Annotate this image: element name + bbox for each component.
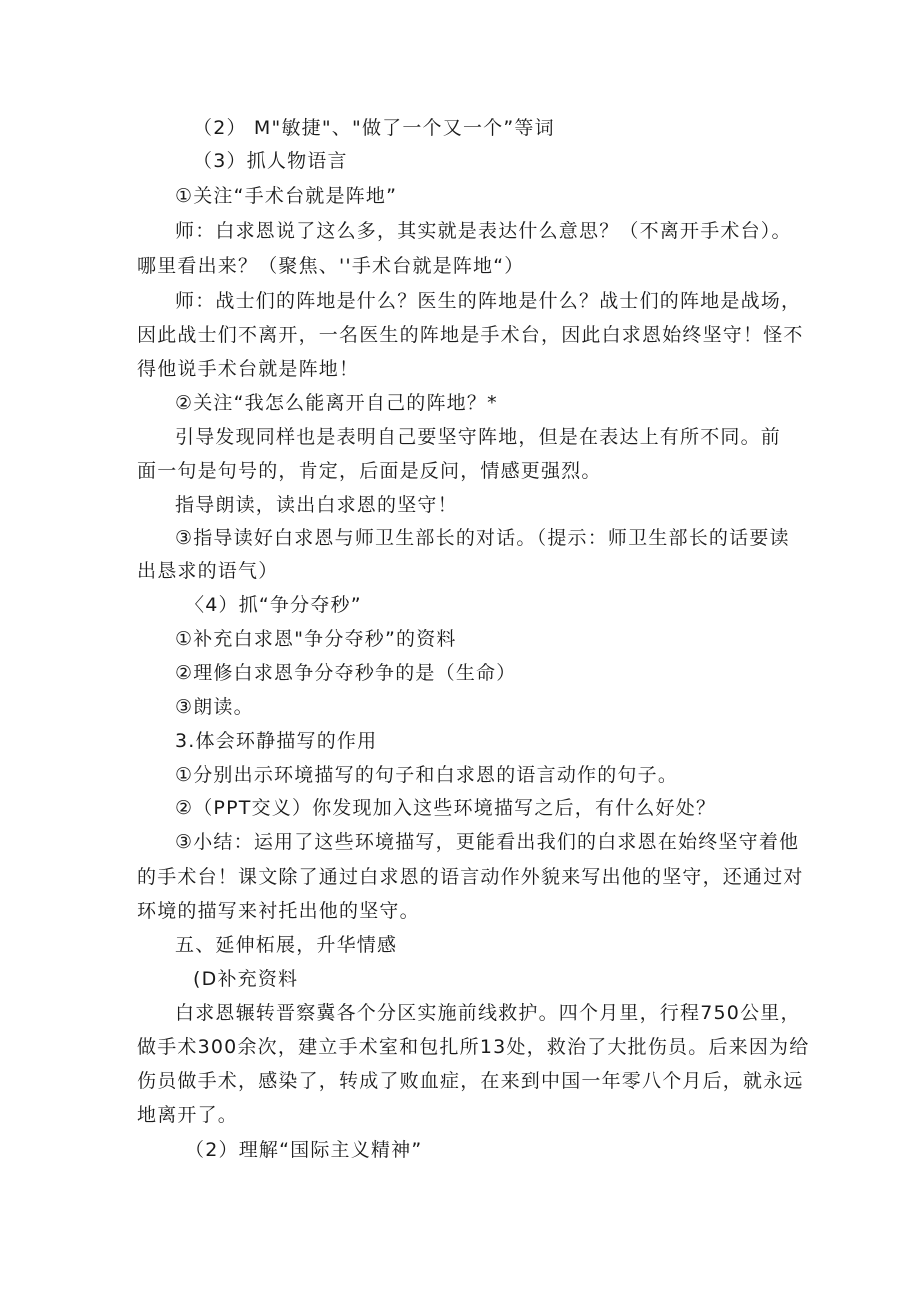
text-line: 面一句是句号的，肯定，后面是反问，情感更强烈。 (137, 460, 602, 482)
text-line: (D补充资料 (193, 968, 299, 990)
text-line: 哪里看出来？（聚焦、''手术台就是阵地“） (137, 255, 525, 277)
text-line: 五、延伸柘展，升华情感 (175, 934, 398, 956)
text-line: ③指导读好白求恩与师卫生部长的对话。（提示：师卫生部长的话要读 (175, 527, 790, 549)
text-line: ③朗读。 (175, 696, 254, 718)
text-line: ①补充白求恩"争分夺秒”的资料 (175, 628, 457, 650)
text-line: 白求恩辗转晋察冀各个分区实施前线救护。四个月里，行程750公里， (175, 1002, 801, 1024)
text-line: 因此战士们不离开，一名医生的阵地是手术台，因此白求恩始终坚守！怪不 (137, 324, 804, 346)
text-line: ②理修白求恩争分夺秒争的是（生命） (175, 662, 517, 684)
text-line: （2）理解“国际主义精神” (185, 1139, 423, 1161)
text-line: 伤员做手术，感染了，转成了败血症，在来到中国一年零八个月后，就永远 (137, 1070, 804, 1092)
text-line: ①关注“手术台就是阵地” (175, 185, 398, 207)
text-line: ③小结：运用了这些环境描写，更能看出我们的白求恩在始终坚守着他 (175, 831, 800, 853)
text-line: 的手术台！课文除了通过白求恩的语言动作外貌来写出他的坚守，还通过对 (137, 866, 804, 888)
text-line: ①分别出示环境描写的句子和白求恩的语言动作的句子。 (175, 764, 679, 786)
text-line: 地离开了。 (137, 1104, 239, 1126)
text-line: 师：白求恩说了这么多，其实就是表达什么意思？（不离开手术台）。 (175, 220, 792, 242)
text-line: 师：战士们的阵地是什么？医生的阵地是什么？战士们的阵地是战场， (175, 290, 802, 312)
text-line: 引导发现同样也是表明自己要坚守阵地，但是在表达上有所不同。前 (175, 426, 782, 448)
text-line: 3.体会环静描写的作用 (175, 730, 378, 752)
text-line: 指导朗读，读出白求恩的坚守！ (175, 494, 458, 516)
text-line: 得他说手术台就是阵地！ (137, 358, 360, 380)
text-line: ②关注“我怎么能离开自己的阵地？* (175, 392, 498, 414)
text-line: 做手术300余次，建立手术室和包扎所13处，救治了大批伤员。后来因为给 (137, 1036, 810, 1058)
text-line: 环境的描写来衬托出他的坚守。 (137, 900, 420, 922)
text-line: 出恳求的语气） (137, 560, 279, 582)
text-line: 〈4）抓“争分夺秒” (185, 594, 362, 616)
text-line: （3）抓人物语言 (193, 150, 348, 172)
text-line: ②（PPT交义）你发现加入这些环境描写之后，有什么好处？ (175, 797, 717, 819)
text-line: （2） M"敏捷"、"做了一个又一个”等词 (193, 117, 555, 139)
